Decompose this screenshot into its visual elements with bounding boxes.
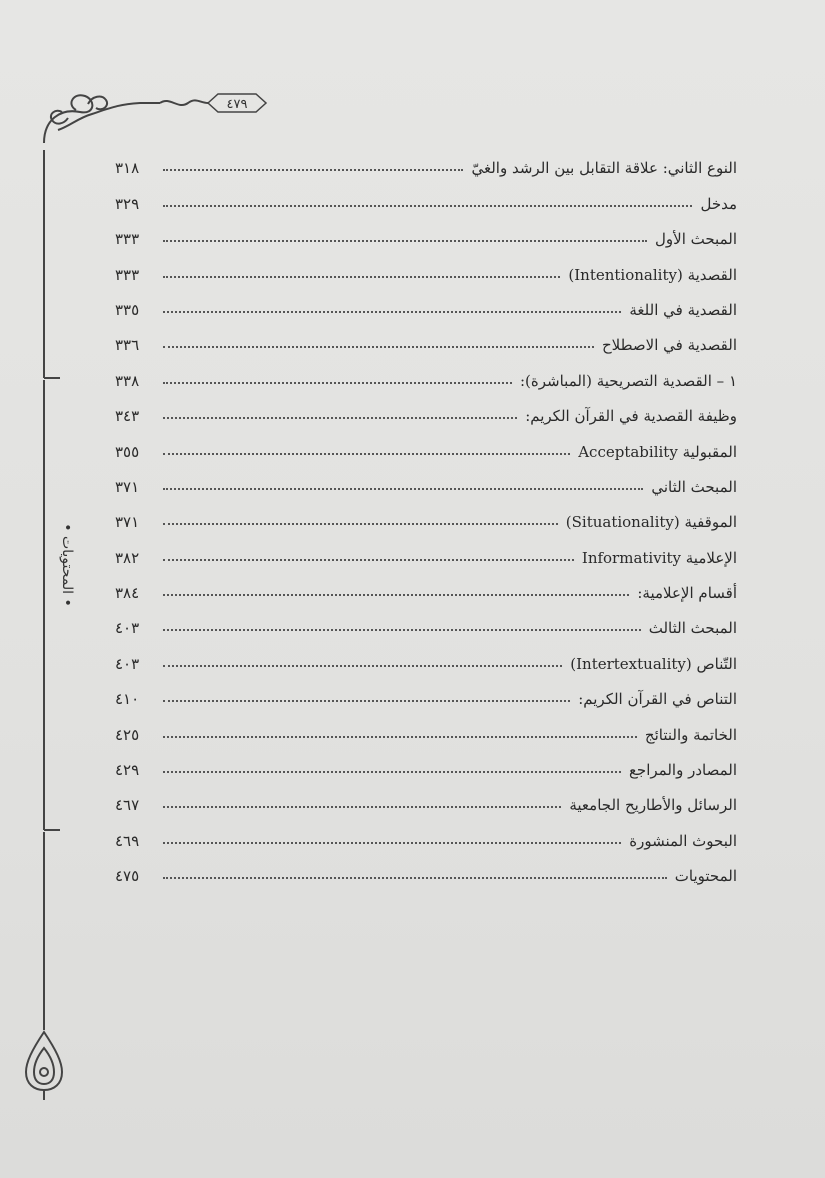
toc-entry[interactable] <box>115 779 737 814</box>
table-of-contents <box>115 142 737 885</box>
toc-leader-dots <box>163 700 570 702</box>
toc-entry-title: المصادر والمراجع <box>628 761 737 780</box>
toc-entry-title: القصدية (Intentionality) <box>568 265 737 284</box>
toc-entry-page: ٣٤٣ <box>115 407 140 426</box>
toc-leader-dots <box>163 276 560 278</box>
toc-entry-page: ٣٢٩ <box>115 194 140 213</box>
toc-leader-dots <box>163 771 621 773</box>
toc-entry-page: ٣١٨ <box>115 159 140 178</box>
toc-leader-dots <box>163 417 517 419</box>
toc-entry[interactable] <box>115 248 737 283</box>
toc-leader-dots <box>163 311 621 313</box>
toc-entry[interactable] <box>115 496 737 531</box>
toc-leader-dots <box>163 842 621 844</box>
toc-leader-dots <box>163 453 570 455</box>
toc-entry-page: ٣٣٣ <box>115 230 140 249</box>
toc-entry-title: مدخل <box>700 194 737 213</box>
toc-leader-dots <box>163 523 558 525</box>
toc-entry[interactable] <box>115 814 737 849</box>
toc-entry-page: ٣٣٦ <box>115 336 140 355</box>
toc-leader-dots <box>163 806 561 808</box>
toc-entry-title: القصدية في الاصطلاح <box>601 336 737 355</box>
toc-leader-dots <box>163 240 647 242</box>
toc-entry-title: المقبولية Acceptability <box>578 442 737 461</box>
toc-leader-dots <box>163 205 692 207</box>
toc-entry-page: ٣٨٢ <box>115 548 140 567</box>
toc-entry-page: ٤٢٥ <box>115 725 140 744</box>
toc-leader-dots <box>163 594 629 596</box>
toc-entry-title: التّناص (Intertextuality) <box>570 654 737 673</box>
toc-entry-page: ٤٠٣ <box>115 619 140 638</box>
toc-entry-title: القصدية في اللغة <box>629 300 737 319</box>
toc-entry[interactable] <box>115 744 737 779</box>
toc-entry[interactable] <box>115 461 737 496</box>
toc-entry-title: التناص في القرآن الكريم: <box>578 690 737 709</box>
toc-leader-dots <box>163 382 512 384</box>
toc-entry[interactable] <box>115 602 737 637</box>
toc-entry[interactable] <box>115 319 737 354</box>
bottom-ornament-icon <box>26 1032 62 1100</box>
toc-entry-title: الرسائل والأطاريح الجامعية <box>569 796 737 815</box>
toc-entry[interactable] <box>115 425 737 460</box>
toc-entry-title: المحتويات <box>674 867 737 886</box>
toc-entry-page: ٣٧١ <box>115 513 140 532</box>
side-section-label: • المحتويات • <box>59 523 75 607</box>
toc-leader-dots <box>163 877 667 879</box>
toc-entry-page: ٤١٠ <box>115 690 140 709</box>
toc-entry-page: ٤٧٥ <box>115 867 140 886</box>
toc-entry-title: أقسام الإعلامية: <box>637 584 737 603</box>
toc-leader-dots <box>163 169 463 171</box>
toc-leader-dots <box>163 736 637 738</box>
toc-entry[interactable] <box>115 531 737 566</box>
toc-entry-title: وظيفة القصدية في القرآن الكريم: <box>525 407 737 426</box>
toc-entry[interactable] <box>115 142 737 177</box>
page-number: ٤٧٩ <box>226 97 248 112</box>
toc-entry-page: ٣٣٣ <box>115 265 140 284</box>
toc-entry-page: ٤٢٩ <box>115 761 140 780</box>
toc-entry-page: ٣٨٤ <box>115 584 140 603</box>
toc-entry-title: ١ – القصدية التصريحية (المباشرة): <box>519 371 737 390</box>
toc-entry-title: الإعلامية Informativity <box>581 548 737 567</box>
toc-entry-title: المبحث الأول <box>655 230 737 249</box>
toc-entry[interactable] <box>115 708 737 743</box>
toc-entry-page: ٣٣٨ <box>115 371 140 390</box>
toc-entry-title: المبحث الثالث <box>648 619 737 638</box>
toc-entry-title: النوع الثاني: علاقة التقابل بين الرشد والغيّ <box>471 159 737 178</box>
toc-entry[interactable] <box>115 567 737 602</box>
toc-entry-page: ٤٠٣ <box>115 654 140 673</box>
toc-entry-page: ٣٥٥ <box>115 442 140 461</box>
toc-entry-title: المبحث الثاني <box>651 477 737 496</box>
toc-entry-page: ٤٦٩ <box>115 831 140 850</box>
toc-entry[interactable] <box>115 177 737 212</box>
toc-entry[interactable] <box>115 354 737 389</box>
toc-entry-page: ٣٧١ <box>115 477 140 496</box>
toc-entry[interactable] <box>115 850 737 885</box>
toc-entry-title: الخاتمة والنتائج <box>644 725 737 744</box>
toc-entry[interactable] <box>115 673 737 708</box>
toc-entry-page: ٣٣٥ <box>115 300 140 319</box>
toc-leader-dots <box>163 346 594 348</box>
toc-entry-title: الموقفية (Situationality) <box>565 513 737 532</box>
toc-entry-page: ٤٦٧ <box>115 796 140 815</box>
toc-entry[interactable] <box>115 390 737 425</box>
toc-leader-dots <box>163 665 562 667</box>
toc-entry-title: البحوث المنشورة <box>629 831 737 850</box>
toc-entry[interactable] <box>115 213 737 248</box>
toc-entry[interactable] <box>115 637 737 672</box>
toc-leader-dots <box>163 629 641 631</box>
toc-leader-dots <box>163 488 643 490</box>
toc-entry[interactable] <box>115 284 737 319</box>
toc-leader-dots <box>163 559 574 561</box>
